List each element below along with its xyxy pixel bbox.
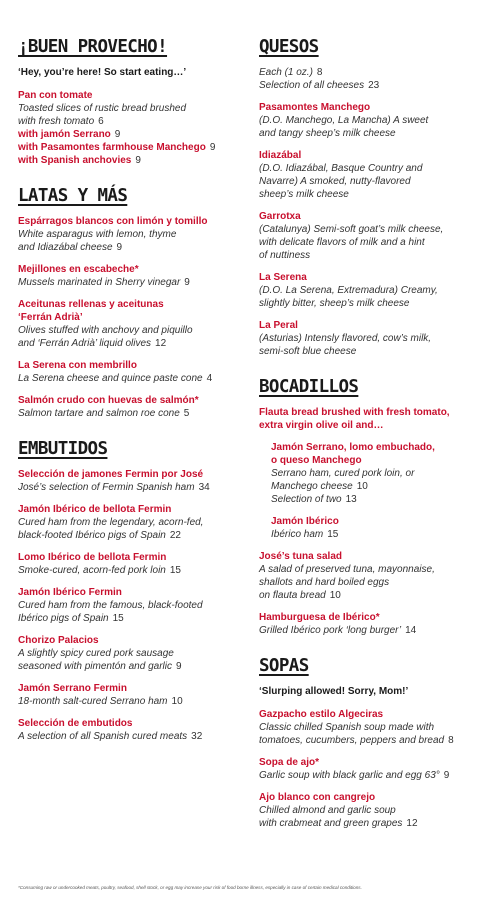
- bocadillos-items: [259, 550, 487, 637]
- item-desc: and ‘Ferrán Adrià’ liquid olives 12: [18, 338, 167, 349]
- intro-line: Each (1 oz.) 8: [259, 67, 323, 78]
- item-price: 15: [112, 613, 124, 624]
- item-desc: Ibérico ham 15: [271, 529, 339, 540]
- item-name: Garrotxa: [259, 211, 301, 222]
- item-name: José’s tuna salad: [259, 551, 342, 562]
- item-desc: seasoned with pimentón and garlic 9: [18, 661, 182, 672]
- item-desc: slightly bitter, sheep’s milk cheese: [259, 298, 410, 309]
- menu-item: [259, 611, 487, 637]
- intro-line: Selection of all cheeses 23: [259, 80, 380, 91]
- item-desc: Smoke-cured, acorn-fed pork loin 15: [18, 565, 181, 576]
- menu-item: [18, 682, 246, 708]
- item-name: Mejillones en escabeche*: [18, 264, 139, 275]
- section-title: QUESOS: [259, 37, 319, 57]
- menu-item: [259, 319, 487, 358]
- menu-item: [271, 515, 487, 541]
- item-name: Espárragos blancos con limón y tomillo: [18, 216, 208, 227]
- item-name: La Serena: [259, 272, 307, 283]
- item-desc: 18-month salt-cured Serrano ham 10: [18, 696, 183, 707]
- menu-item: [18, 359, 246, 385]
- addon-item: with jamón Serrano 9: [18, 129, 121, 140]
- menu-item: [18, 503, 246, 542]
- bocadillos-section: [259, 374, 487, 637]
- menu-item: [18, 394, 246, 420]
- item-desc: Cured ham from the legendary, acorn-fed,: [18, 517, 204, 528]
- item-desc: A slightly spicy cured pork sausage: [18, 648, 174, 659]
- section-title: LATAS Y MÁS: [18, 186, 128, 206]
- item-desc: Selection of two 13: [271, 494, 357, 505]
- latas-section: [18, 183, 246, 420]
- item-name: Jamón Serrano Fermin: [18, 683, 127, 694]
- item-desc: with crabmeat and green grapes 12: [259, 818, 418, 829]
- item-name: Pasamontes Manchego: [259, 102, 371, 113]
- item-desc: Ibérico pigs of Spain 15: [18, 613, 124, 624]
- item-price: 32: [191, 731, 203, 742]
- item-name: Salmón crudo con huevas de salmón*: [18, 395, 199, 406]
- item-price: 9: [209, 142, 216, 153]
- item-desc: sheep’s milk cheese: [259, 189, 349, 200]
- item-name: ‘Ferrán Adrià’: [18, 312, 83, 323]
- item-name: La Peral: [259, 320, 298, 331]
- item-price: 15: [327, 529, 339, 540]
- item-desc: (D.O. La Serena, Extremadura) Creamy,: [259, 285, 438, 296]
- item-desc: and Idiazábal cheese 9: [18, 242, 123, 253]
- item-name: extra virgin olive oil and…: [259, 420, 384, 431]
- item-price: 9: [443, 770, 450, 781]
- item-desc: Classic chilled Spanish soup made with: [259, 722, 435, 733]
- item-name: Sopa de ajo*: [259, 757, 320, 768]
- item-name: La Serena con membrillo: [18, 360, 137, 371]
- item-price: 6: [98, 116, 104, 127]
- quesos-items: [259, 101, 487, 358]
- item-desc: Serrano ham, cured pork loin, or: [271, 468, 415, 479]
- item-price: 10: [171, 696, 183, 707]
- item-price: 9: [175, 661, 182, 672]
- item-price: 12: [155, 338, 167, 349]
- item-desc: José’s selection of Fermin Spanish ham 34: [18, 482, 210, 493]
- item-desc: Mussels marinated in Sherry vinegar 9: [18, 277, 190, 288]
- menu-item: [271, 441, 487, 506]
- item-desc: with delicate flavors of milk and a hint: [259, 237, 425, 248]
- item-desc: black-footed Ibérico pigs of Spain 22: [18, 530, 181, 541]
- item-price: 13: [345, 494, 357, 505]
- addon-item: with Spanish anchovies 9: [18, 155, 141, 166]
- item-name: Selección de embutidos: [18, 718, 133, 729]
- menu-item: [18, 89, 246, 167]
- item-desc: A salad of preserved tuna, mayonnaise,: [259, 564, 435, 575]
- footnote: *Consuming raw or undercooked meats, poultry, seafood, shell stock, or egg may increase your risk of food borne illness, especially in case of certain medical conditions.: [18, 885, 362, 890]
- item-price: 22: [169, 530, 181, 541]
- item-price: 12: [406, 818, 418, 829]
- quesos-intro: [259, 66, 487, 92]
- item-name: Selección de jamones Fermin por José: [18, 469, 204, 480]
- section-title: BOCADILLOS: [259, 377, 359, 397]
- menu-item: [18, 551, 246, 577]
- item-desc: White asparagus with lemon, thyme: [18, 229, 177, 240]
- item-name: Jamón Serrano, lomo embuchado,: [271, 442, 435, 453]
- addon-item: with Pasamontes farmhouse Manchego 9: [18, 142, 216, 153]
- section-title: SOPAS: [259, 656, 309, 676]
- right-column: [259, 34, 487, 846]
- item-name: Gazpacho estilo Algeciras: [259, 709, 384, 720]
- item-price: 9: [135, 155, 141, 166]
- item-name: Jamón Ibérico: [271, 516, 339, 527]
- item-name: Ajo blanco con cangrejo: [259, 792, 376, 803]
- menu-item: [18, 263, 246, 289]
- bocadillos-header: [259, 406, 487, 432]
- item-price: 23: [368, 80, 380, 91]
- item-price: 9: [114, 129, 121, 140]
- item-name: Jamón Ibérico de bellota Fermin: [18, 504, 172, 515]
- quesos-section: [259, 34, 487, 358]
- embutidos-section: [18, 436, 246, 743]
- menu-item: [259, 791, 487, 830]
- menu-item: [259, 708, 487, 747]
- section-tagline: ‘Hey, you’re here! So start eating…’: [18, 67, 187, 78]
- item-price: 8: [448, 735, 454, 746]
- section-tagline: ‘Slurping allowed! Sorry, Mom!’: [259, 686, 409, 697]
- item-desc: (D.O. Manchego, La Mancha) A sweet: [259, 115, 429, 126]
- item-price: 4: [206, 373, 213, 384]
- item-price: 8: [316, 67, 323, 78]
- item-name: o queso Manchego: [271, 455, 362, 466]
- menu-item: [18, 717, 246, 743]
- section-title: ¡BUEN PROVECHO!: [18, 37, 168, 57]
- menu-item: [259, 101, 487, 140]
- item-name: Lomo Ibérico de bellota Fermin: [18, 552, 167, 563]
- sopas-items: [259, 708, 487, 830]
- item-desc: Olives stuffed with anchovy and piquillo: [18, 325, 193, 336]
- menu-item: [18, 634, 246, 673]
- item-desc: Chilled almond and garlic soup: [259, 805, 396, 816]
- left-column: [18, 34, 246, 759]
- item-price: 5: [183, 408, 190, 419]
- bocadillos-sub-items: [271, 441, 487, 541]
- item-price: 10: [329, 590, 341, 601]
- item-desc: (Asturias) Intensly flavored, cow’s milk,: [259, 333, 432, 344]
- item-desc: Toasted slices of rustic bread brushed: [18, 103, 187, 114]
- menu-item: [18, 215, 246, 254]
- item-desc: of nuttiness: [259, 250, 311, 261]
- item-price: 10: [356, 481, 368, 492]
- item-desc: (Catalunya) Semi-soft goat’s milk cheese,: [259, 224, 444, 235]
- item-price: 14: [405, 625, 417, 636]
- buen-provecho-section: [18, 34, 246, 167]
- item-desc: with fresh tomato 6: [18, 116, 104, 127]
- item-desc: Grilled Ibérico pork ‘long burger’ 14: [259, 625, 417, 636]
- item-desc: Garlic soup with black garlic and egg 63° 9: [259, 770, 450, 781]
- item-desc: shallots and hard boiled eggs: [259, 577, 390, 588]
- item-name: Flauta bread brushed with fresh tomato,: [259, 407, 450, 418]
- item-name: Chorizo Palacios: [18, 635, 99, 646]
- item-desc: Salmon tartare and salmon roe cone 5: [18, 408, 190, 419]
- item-desc: Navarre) A smoked, nutty-flavored: [259, 176, 411, 187]
- item-price: 34: [198, 482, 210, 493]
- item-desc: Cured ham from the famous, black-footed: [18, 600, 203, 611]
- item-name: Hamburguesa de Ibérico*: [259, 612, 380, 623]
- item-desc: tomatoes, cucumbers, peppers and bread 8: [259, 735, 454, 746]
- item-desc: and tangy sheep’s milk cheese: [259, 128, 396, 139]
- item-name: Idiazábal: [259, 150, 302, 161]
- section-title: EMBUTIDOS: [18, 439, 108, 459]
- menu-item: [18, 586, 246, 625]
- sopas-section: [259, 653, 487, 830]
- item-name: Pan con tomate: [18, 90, 93, 101]
- item-desc: Manchego cheese 10: [271, 481, 368, 492]
- menu-item: [259, 271, 487, 310]
- menu-item: [259, 550, 487, 602]
- item-name: Aceitunas rellenas y aceitunas: [18, 299, 164, 310]
- item-desc: A selection of all Spanish cured meats 32: [18, 731, 203, 742]
- menu-item: [259, 756, 487, 782]
- menu-item: [18, 468, 246, 494]
- item-desc: (D.O. Idiazábal, Basque Country and: [259, 163, 423, 174]
- item-price: 9: [116, 242, 123, 253]
- menu-item: [18, 298, 246, 350]
- item-desc: on flauta bread 10: [259, 590, 341, 601]
- menu-item: [259, 149, 487, 201]
- menu-item: [259, 210, 487, 262]
- item-name: Jamón Ibérico Fermin: [18, 587, 122, 598]
- item-desc: semi-soft blue cheese: [259, 346, 357, 357]
- item-price: 9: [184, 277, 190, 288]
- item-desc: La Serena cheese and quince paste cone 4: [18, 373, 213, 384]
- item-price: 15: [169, 565, 181, 576]
